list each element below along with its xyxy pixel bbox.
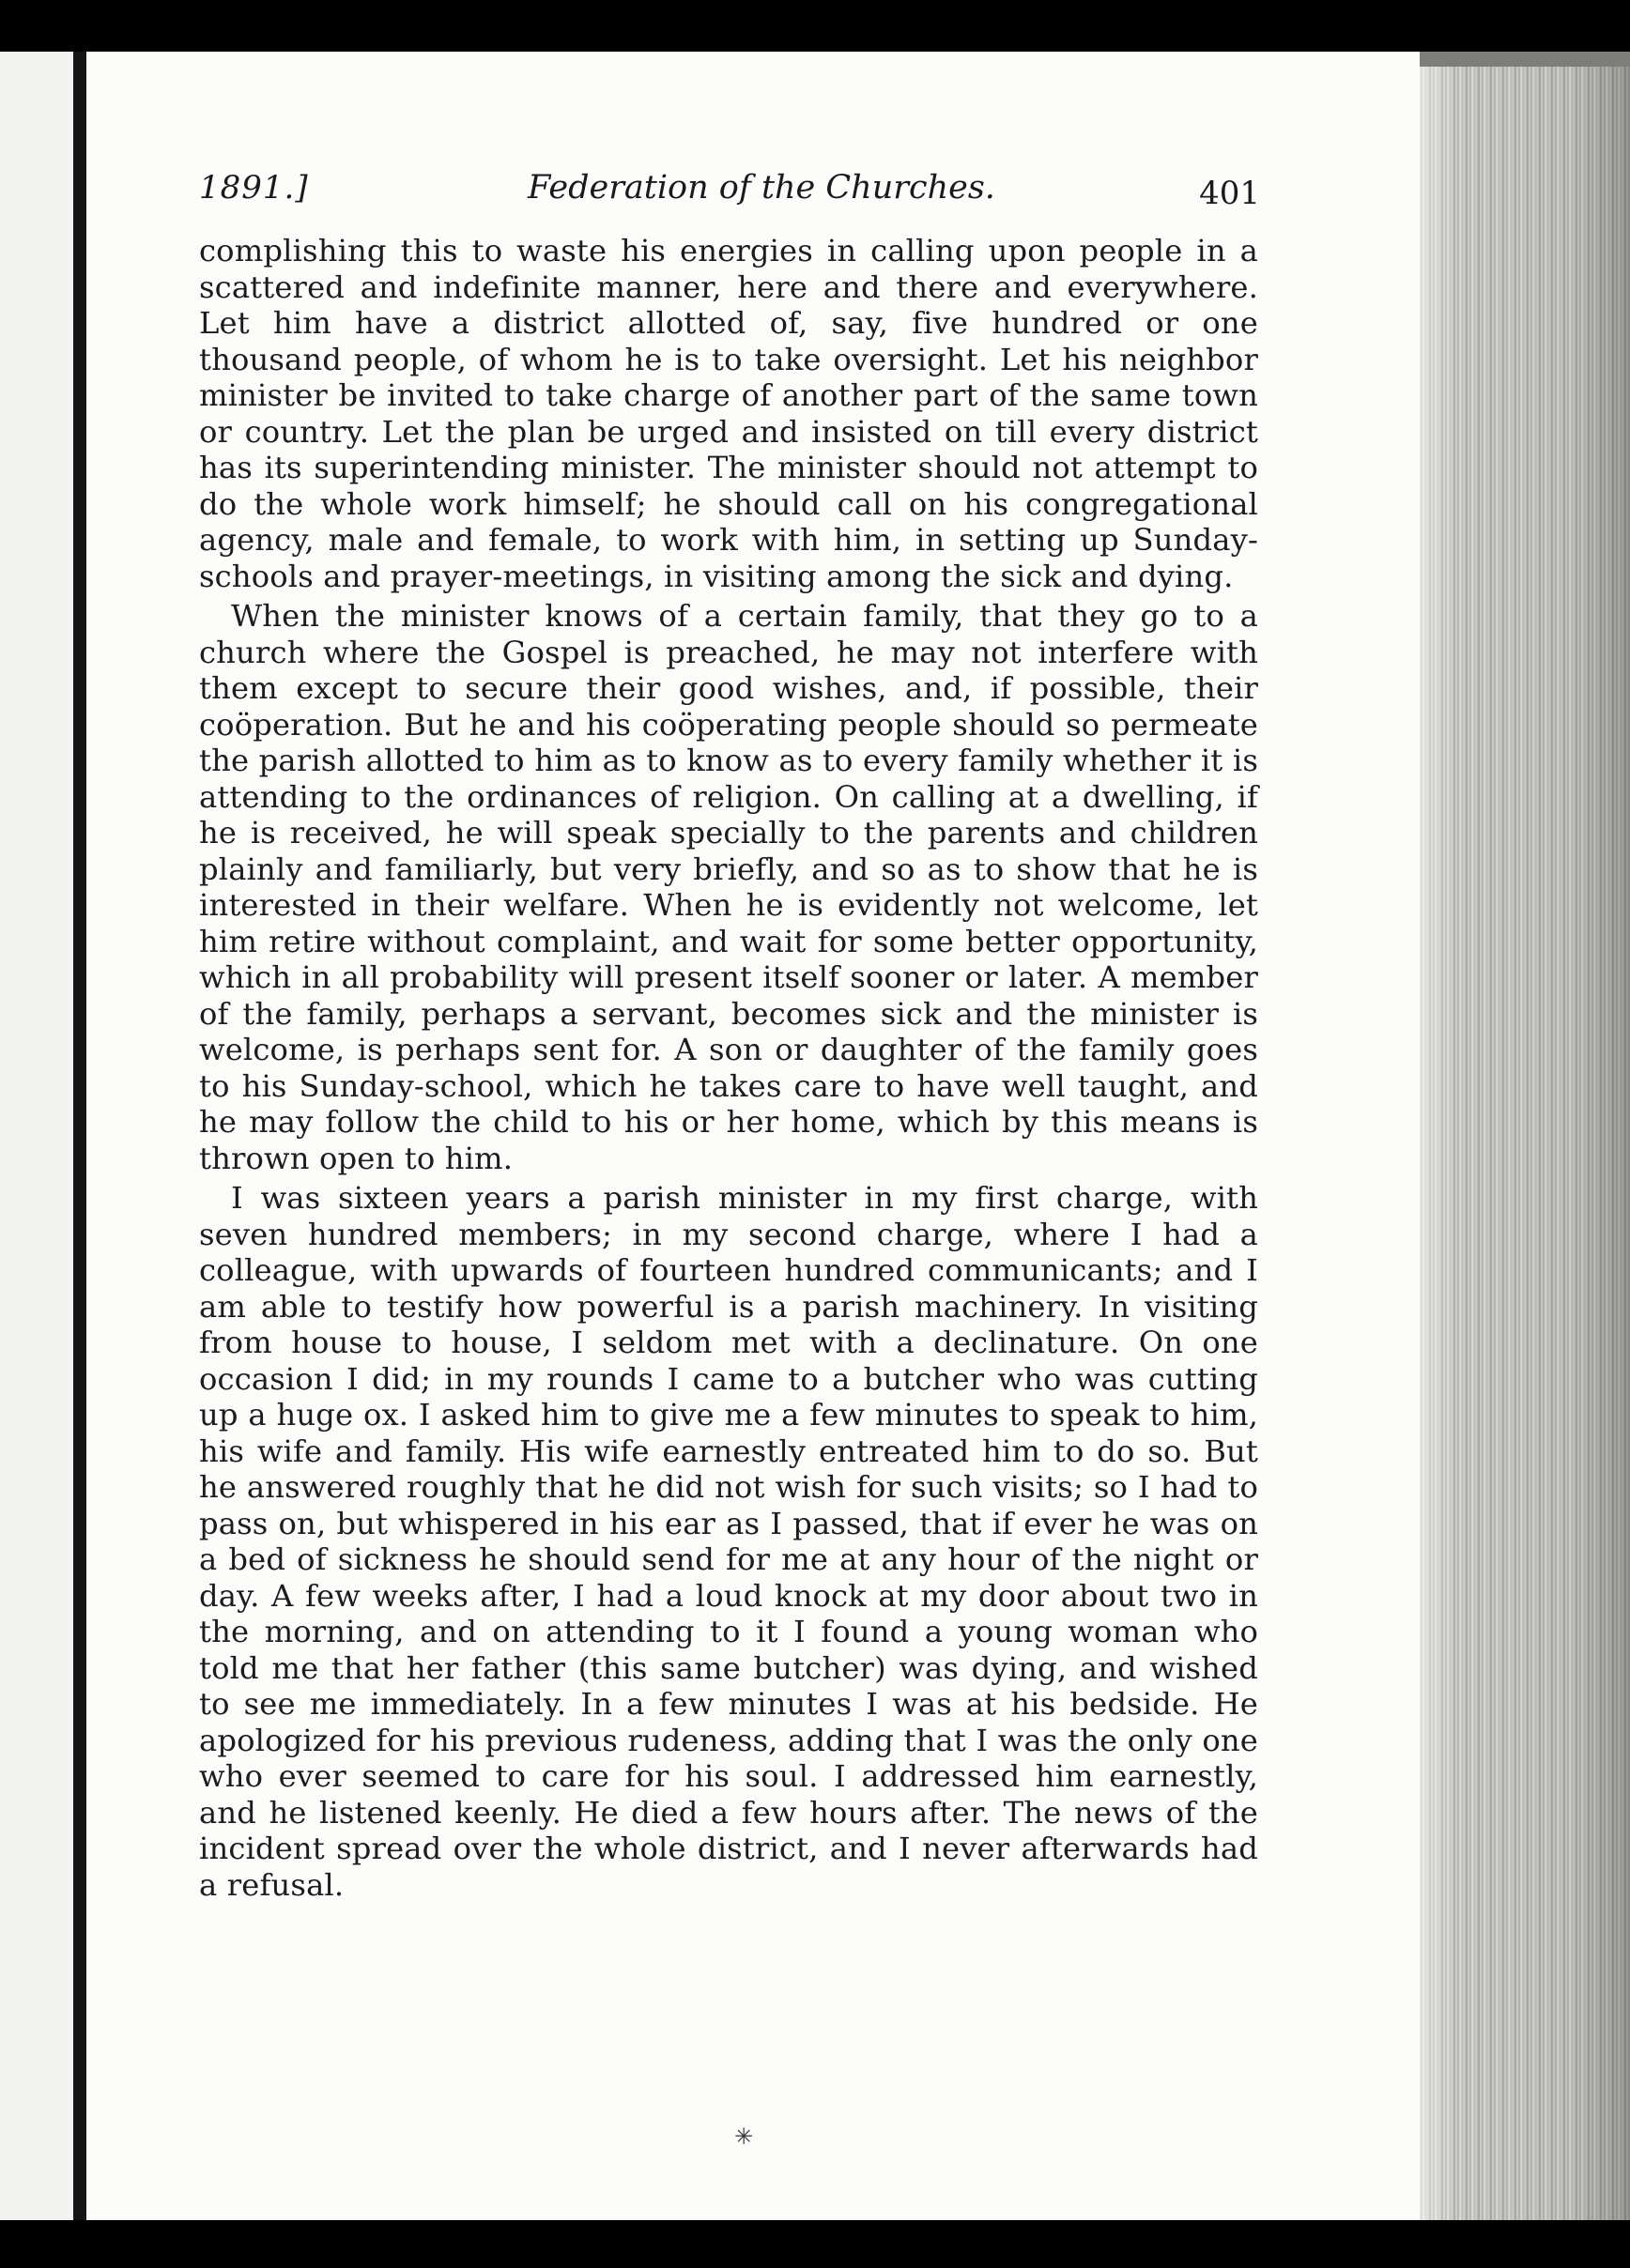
header-title: Federation of the Churches.	[528, 169, 995, 207]
article-body	[199, 233, 1258, 1903]
ink-blot-mark: ✳	[734, 2123, 754, 2150]
book-gutter	[73, 52, 86, 2220]
page-number: 401	[1199, 175, 1260, 212]
page-block-shading	[1420, 52, 1630, 2220]
running-header	[199, 169, 1260, 235]
paragraph-2: When the minister knows of a certain family, that they go to a church where the Gospel is preached, he may not interfere with them except to secure their good wishes, and, if possible, their coöperation. But he and his coöperating people should so permeate the parish allotted to him as to know as to every family whether it is attending to the ordinances of religion. On calling at a dwelling, if he is received, he will speak specially to the parents and children plainly and familiarly, but very briefly, and so as to show that he is interested in their welfare. When he is evidently not welcome, let him retire without complaint, and wait for some better opportunity, which in all probability will present itself sooner or later. A member of the family, perhaps a servant, becomes sick and the minister is welcome, is perhaps sent for. A son or daughter of the family goes to his Sunday-school, which he takes care to have well taught, and he may follow the child to his or her home, which by this means is thrown open to him.	[199, 598, 1258, 1176]
page-block-top	[1420, 52, 1630, 67]
header-year: 1891.]	[199, 169, 309, 207]
paragraph-3: I was sixteen years a parish minister in my first charge, with seven hundred members; in my second charge, where I had a colleague, with upwards of fourteen hundred communicants; and I am able to testify how powerful is a parish machinery. In visiting from house to house, I seldom met with a declinature. On one occasion I did; in my rounds I came to a butcher who was cutting up a huge ox. I asked him to give me a few minutes to speak to him, his wife and family. His wife earnestly entreated him to do so. But he answered roughly that he did not wish for such visits; so I had to pass on, but whispered in his ear as I passed, that if ever he was on a bed of sickness he should send for me at any hour of the night or day. A few weeks after, I had a loud knock at my door about two in the morning, and on attending to it I found a young woman who told me that her father (this same butcher) was dying, and wished to see me immediately. In a few minutes I was at his bedside. He apologized for his previous rudeness, adding that I was the only one who ever seemed to care for his soul. I addressed him earnestly, and he listened keenly. He died a few hours after. The news of the incident spread over the whole district, and I never afterwards had a refusal.	[199, 1180, 1258, 1903]
paragraph-1: complishing this to waste his energies in calling upon people in a scattered and indefinite manner, here and there and everywhere. Let him have a district allotted of, say, five hundred or one thousand people, of whom he is to take oversight. Let his neighbor minister be invited to take charge of another part of the same town or country. Let the plan be urged and insisted on till every district has its superintending minister. The minister should not attempt to do the whole work himself; he should call on his congregational agency, male and female, to work with him, in setting up Sunday-schools and prayer-meetings, in visiting among the sick and dying.	[199, 233, 1258, 594]
facing-page-edge	[0, 52, 73, 2220]
